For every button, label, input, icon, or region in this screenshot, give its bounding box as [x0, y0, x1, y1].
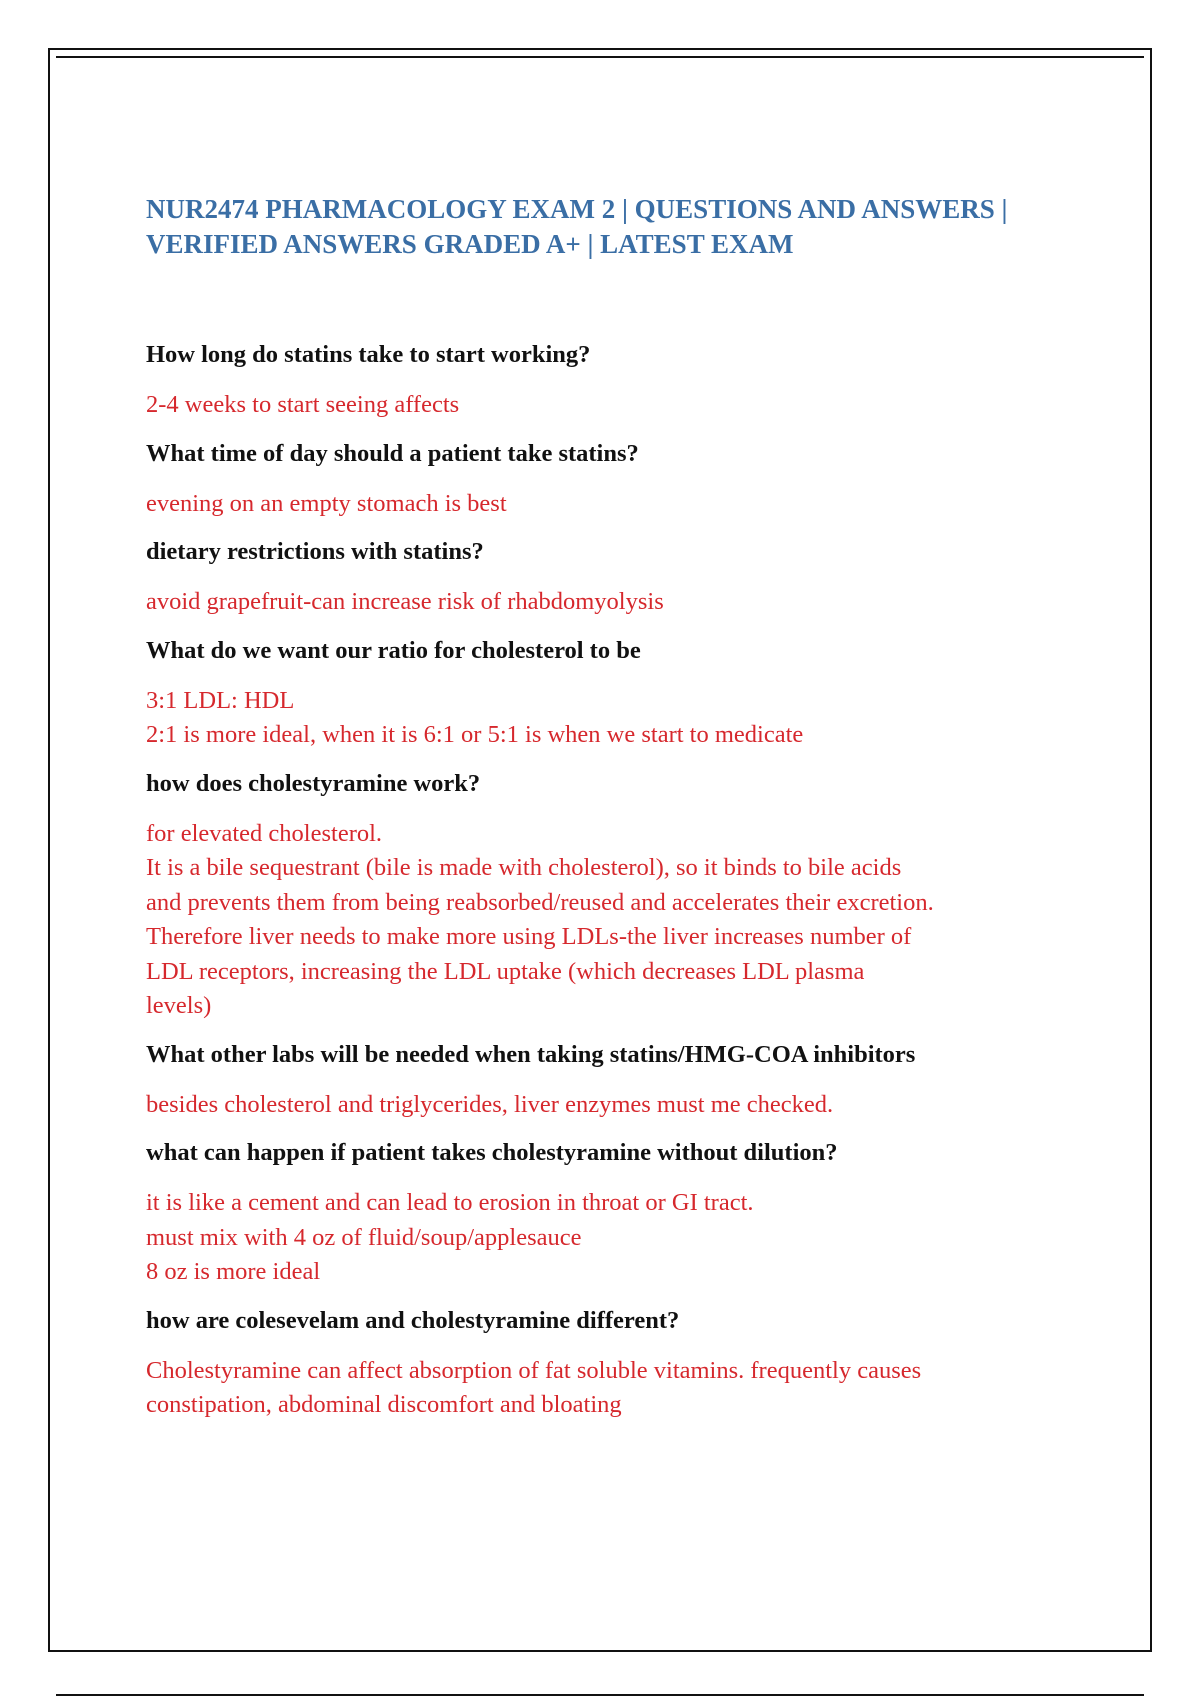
question: how are colesevelam and cholestyramine different? — [146, 1306, 680, 1334]
qa-item — [146, 437, 1066, 522]
answer-line: 2-4 weeks to start seeing affects — [146, 391, 460, 418]
question: How long do statins take to start working? — [146, 341, 591, 368]
question: how does cholestyramine work? — [146, 769, 481, 797]
answer-line: avoid grapefruit-can increase risk of rhabdomyolysis — [146, 588, 664, 615]
title-line-2: VERIFIED ANSWERS GRADED A+ | LATEST EXAM — [146, 229, 794, 259]
answer — [146, 388, 1066, 423]
answer — [146, 1088, 1066, 1123]
answer-line: it is like a cement and can lead to erosion in throat or GI tract. — [146, 1189, 754, 1216]
answer-line: It is a bile sequestrant (bile is made with cholesterol), so it binds to bile acids — [146, 854, 902, 881]
answer-line: besides cholesterol and triglycerides, liver enzymes must me checked. — [146, 1090, 834, 1118]
answer-line: 8 oz is more ideal — [146, 1258, 321, 1285]
question: What time of day should a patient take statins? — [146, 439, 639, 467]
qa-item — [146, 634, 1066, 753]
answer-line: Therefore liver needs to make more using LDLs-the liver increases number of — [146, 923, 912, 950]
qa-item — [146, 767, 1066, 1024]
answer-line: 3:1 LDL: HDL — [146, 686, 295, 714]
answer — [146, 487, 1066, 522]
title-line-1: NUR2474 PHARMACOLOGY EXAM 2 | QUESTIONS AND ANSWERS | — [146, 194, 1008, 224]
answer-line: 2:1 is more ideal, when it is 6:1 or 5:1 is when we start to medicate — [146, 721, 804, 748]
answer-line: LDL receptors, increasing the LDL uptake (which decreases LDL plasma — [146, 957, 865, 985]
answer-line: Cholestyramine can affect absorption of fat soluble vitamins. frequently causes — [146, 1356, 922, 1384]
qa-item — [146, 1038, 1066, 1123]
qa-item — [146, 338, 1066, 423]
answer — [146, 585, 1066, 620]
page-top-rule — [56, 56, 1144, 58]
question: what can happen if patient takes cholestyramine without dilution? — [146, 1139, 838, 1166]
answer — [146, 1186, 1066, 1290]
answer — [146, 684, 1066, 753]
document-body — [146, 192, 1066, 1437]
page-bottom-rule — [56, 1694, 1144, 1696]
answer-line: for elevated cholesterol. — [146, 819, 383, 847]
answer-line: evening on an empty stomach is best — [146, 489, 507, 517]
question: dietary restrictions with statins? — [146, 538, 484, 565]
qa-item — [146, 535, 1066, 620]
question: What other labs will be needed when taking statins/HMG-COA inhibitors — [146, 1040, 916, 1068]
qa-item — [146, 1136, 1066, 1290]
answer-line: constipation, abdominal discomfort and bloating — [146, 1391, 622, 1418]
answer-line: levels) — [146, 992, 212, 1019]
answer-line: and prevents them from being reabsorbed/reused and accelerates their excretion. — [146, 888, 934, 916]
answer-line: must mix with 4 oz of fluid/soup/applesauce — [146, 1223, 582, 1251]
document-title — [146, 192, 1066, 262]
qa-item — [146, 1304, 1066, 1423]
answer — [146, 1354, 1066, 1423]
answer — [146, 817, 1066, 1024]
question: What do we want our ratio for cholesterol to be — [146, 636, 641, 664]
